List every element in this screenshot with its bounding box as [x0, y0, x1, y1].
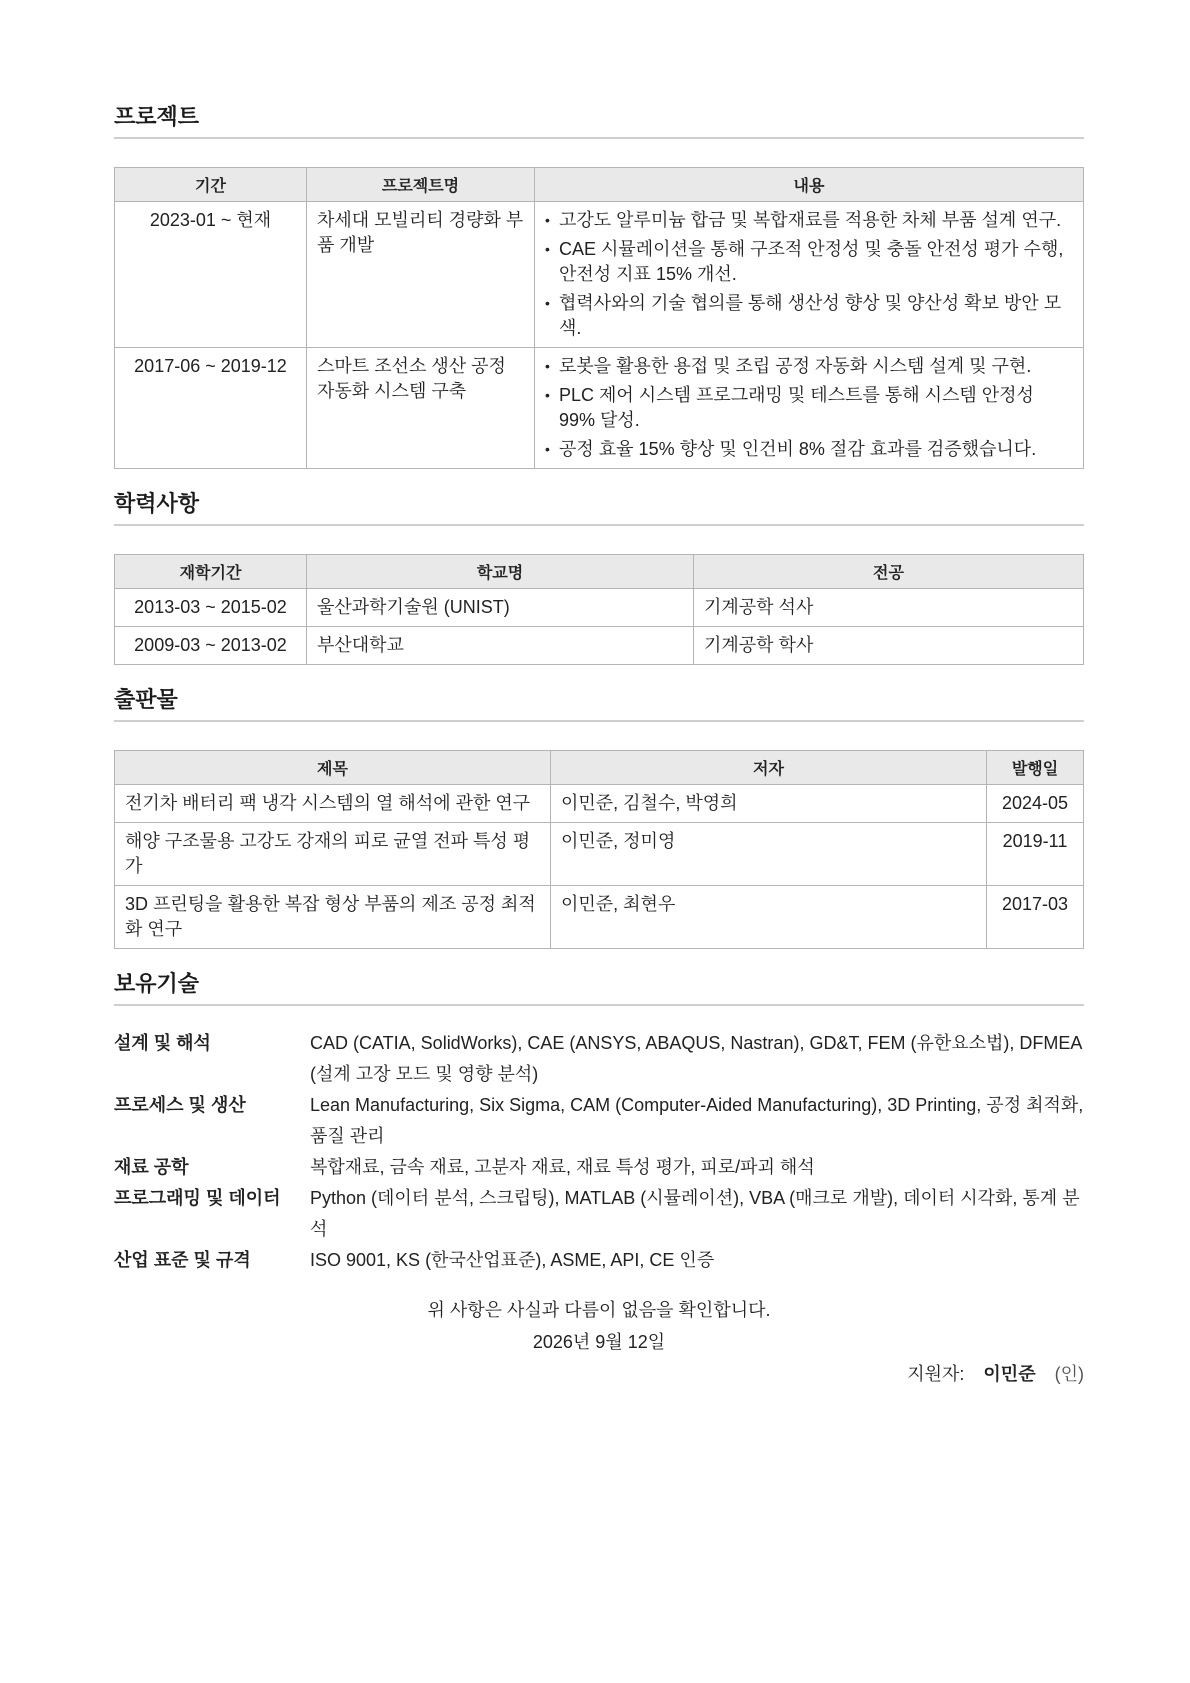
table-row — [115, 823, 1084, 886]
list-item — [114, 1152, 1084, 1183]
list-item: • 공정 효율 15% 향상 및 인건비 8% 절감 효과를 검증했습니다. — [545, 437, 1073, 462]
publication-authors: 이민준, 김철수, 박영희 — [551, 785, 987, 823]
skill-category: 프로그래밍 및 데이터 — [114, 1188, 281, 1208]
education-header-row — [115, 555, 1084, 589]
header-period: 기간 — [115, 168, 307, 202]
education-major: 기계공학 학사 — [694, 627, 1084, 665]
table-row — [115, 627, 1084, 665]
skill-value: 복합재료, 금속 재료, 고분자 재료, 재료 특성 평가, 피로/파괴 해석 — [310, 1157, 815, 1177]
skill-value: Python (데이터 분석, 스크립팅), MATLAB (시뮬레이션), VBA (매크로 개발), 데이터 시각화, 통계 분석 — [310, 1188, 1080, 1239]
skill-category: 산업 표준 및 규격 — [114, 1250, 251, 1270]
education-title: 학력사항 — [114, 487, 1084, 526]
header-study-period: 재학기간 — [115, 555, 307, 589]
publications-table — [114, 750, 1084, 949]
header-details: 내용 — [535, 168, 1084, 202]
project-details — [535, 202, 1084, 348]
publication-date: 2019-11 — [987, 823, 1084, 886]
publication-date: 2024-05 — [987, 785, 1084, 823]
skill-category: 재료 공학 — [114, 1157, 189, 1177]
project-name: 차세대 모빌리티 경량화 부품 개발 — [307, 202, 535, 348]
list-item — [114, 1028, 1084, 1090]
signature-line — [114, 1360, 1084, 1386]
list-item: • PLC 제어 시스템 프로그래밍 및 테스트를 통해 시스템 안정성 99% 달성. — [545, 383, 1073, 433]
publication-title: 해양 구조물용 고강도 강재의 피로 균열 전파 특성 평가 — [115, 823, 551, 886]
list-item: • 로봇을 활용한 용접 및 조립 공정 자동화 시스템 설계 및 구현. — [545, 354, 1073, 379]
education-period: 2009-03 ~ 2013-02 — [115, 627, 307, 665]
table-row — [115, 886, 1084, 949]
confirmation-date: 2026년 9월 12일 — [532, 1332, 666, 1352]
skill-value: CAD (CATIA, SolidWorks), CAE (ANSYS, ABAQUS, Nastran), GD&T, FEM (유한요소법), DFMEA (설계 고장 모드 및 영향 분석) — [310, 1033, 1082, 1084]
header-major: 전공 — [694, 555, 1084, 589]
skills-list — [114, 1028, 1084, 1276]
skill-value: ISO 9001, KS (한국산업표준), ASME, API, CE 인증 — [310, 1250, 715, 1270]
table-row — [115, 202, 1084, 348]
education-major: 기계공학 석사 — [694, 589, 1084, 627]
table-row — [115, 589, 1084, 627]
table-row — [115, 348, 1084, 469]
publications-section — [114, 683, 1084, 949]
project-details — [535, 348, 1084, 469]
education-school: 울산과학기술원 (UNIST) — [307, 589, 694, 627]
projects-title: 프로젝트 — [114, 100, 1084, 139]
projects-header-row — [115, 168, 1084, 202]
skill-category: 프로세스 및 생산 — [114, 1095, 246, 1115]
list-item — [114, 1245, 1084, 1276]
seal-mark: (인) — [1054, 1364, 1084, 1384]
skills-title: 보유기술 — [114, 967, 1084, 1006]
header-authors: 저자 — [551, 751, 987, 785]
header-title: 제목 — [115, 751, 551, 785]
education-period: 2013-03 ~ 2015-02 — [115, 589, 307, 627]
skills-section — [114, 967, 1084, 1276]
applicant-label: 지원자: — [907, 1364, 965, 1384]
project-name: 스마트 조선소 생산 공정 자동화 시스템 구축 — [307, 348, 535, 469]
list-item — [114, 1090, 1084, 1152]
publications-title: 출판물 — [114, 683, 1084, 722]
skill-category: 설계 및 해석 — [114, 1033, 211, 1053]
applicant-name: 이민준 — [983, 1364, 1036, 1384]
project-period: 2023-01 ~ 현재 — [115, 202, 307, 348]
publication-title: 전기차 배터리 팩 냉각 시스템의 열 해석에 관한 연구 — [115, 785, 551, 823]
header-school: 학교명 — [307, 555, 694, 589]
education-table — [114, 554, 1084, 665]
confirmation-block — [114, 1294, 1084, 1358]
education-section — [114, 487, 1084, 665]
confirmation-text: 위 사항은 사실과 다름이 없음을 확인합니다. — [427, 1300, 771, 1320]
publication-authors: 이민준, 정미영 — [551, 823, 987, 886]
list-item: • CAE 시뮬레이션을 통해 구조적 안정성 및 충돌 안전성 평가 수행, 안전성 지표 15% 개선. — [545, 237, 1073, 287]
publication-authors: 이민준, 최현우 — [551, 886, 987, 949]
header-project-name: 프로젝트명 — [307, 168, 535, 202]
list-item: • 협력사와의 기술 협의를 통해 생산성 향상 및 양산성 확보 방안 모색. — [545, 291, 1073, 341]
publication-date: 2017-03 — [987, 886, 1084, 949]
header-date: 발행일 — [987, 751, 1084, 785]
projects-section — [114, 100, 1084, 469]
table-row — [115, 785, 1084, 823]
skill-value: Lean Manufacturing, Six Sigma, CAM (Computer-Aided Manufacturing), 3D Printing, 공정 최적화, 품질 관리 — [310, 1095, 1084, 1146]
list-item — [114, 1183, 1084, 1245]
project-period: 2017-06 ~ 2019-12 — [115, 348, 307, 469]
publication-title: 3D 프린팅을 활용한 복잡 형상 부품의 제조 공정 최적화 연구 — [115, 886, 551, 949]
publications-header-row — [115, 751, 1084, 785]
education-school: 부산대학교 — [307, 627, 694, 665]
projects-table — [114, 167, 1084, 469]
list-item: • 고강도 알루미늄 합금 및 복합재료를 적용한 차체 부품 설계 연구. — [545, 208, 1073, 233]
